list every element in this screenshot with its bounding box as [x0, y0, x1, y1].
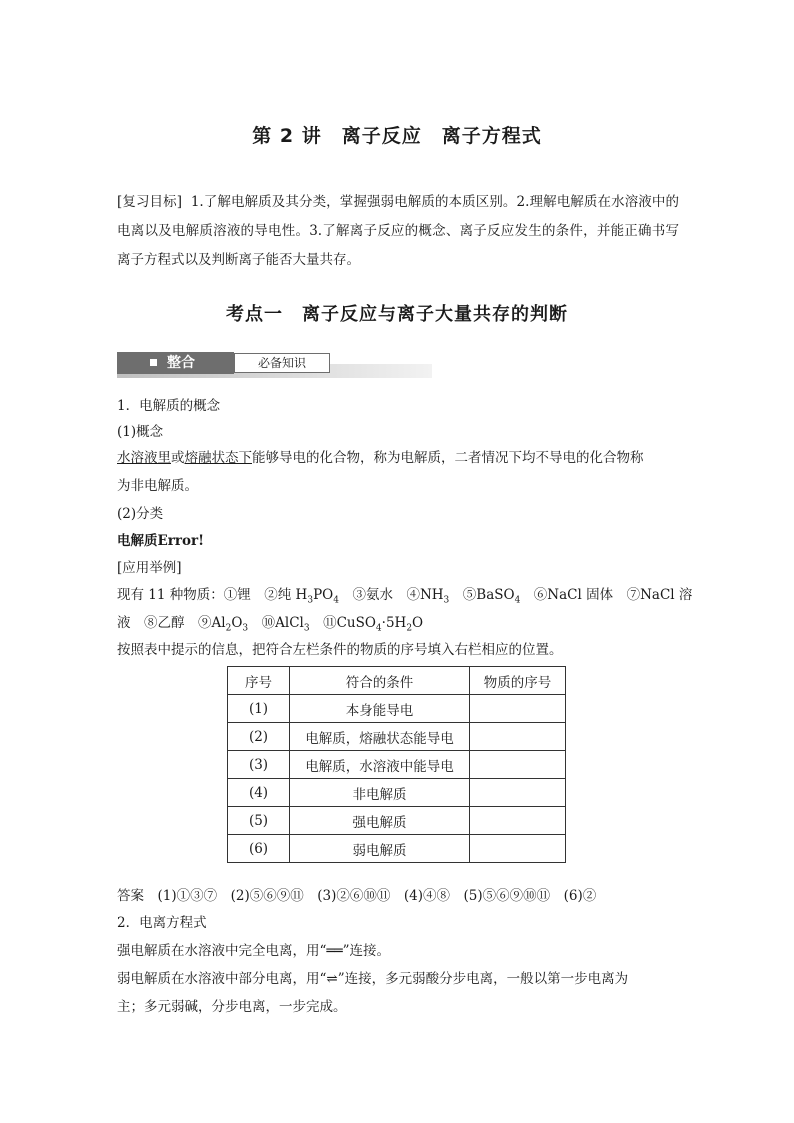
ex1-sub-3: 3: [307, 595, 314, 606]
classification-text: 电解质Error!: [117, 533, 205, 549]
row-condition: 电解质，熔融状态能导电: [290, 723, 470, 751]
row-index: (2): [228, 723, 290, 751]
header-index: 序号: [228, 667, 290, 695]
ex2-f: O: [412, 615, 424, 631]
ex1-b: PO: [313, 587, 334, 603]
example-line-2: [117, 613, 423, 639]
sub-concept: (1)概念: [117, 424, 164, 440]
ex2-b: O: [231, 615, 243, 631]
lecture-title: 第 2 讲 离子反应 离子方程式: [252, 125, 542, 147]
section-title: 考点一 离子反应与离子大量共存的判断: [226, 304, 568, 325]
example-label: [应用举例]: [117, 560, 182, 576]
sub-classification: (2)分类: [117, 506, 164, 522]
ex1-d: ⑤BaSO: [449, 587, 515, 603]
table-row: [228, 779, 566, 807]
table-row: [228, 695, 566, 723]
row-index: (1): [228, 695, 290, 723]
review-goals-text: 1.了解电解质及其分类，掌握强弱电解质的本质区别。2.理解电解质在水溶液中的电离以及电解质溶液的导电性。3.了解离子反应的概念、离子反应发生的条件，并能正确书写离子方程式以及判断离子能否大量共存。: [117, 194, 679, 268]
weak-electrolyte-line-1: 弱电解质在水溶液中部分电离，用“⇌”连接，多元弱酸分步电离，一般以第一步电离为: [117, 971, 629, 987]
row-answer-cell[interactable]: [470, 779, 566, 807]
row-condition: 电解质，水溶液中能导电: [290, 751, 470, 779]
ex2-sub-2b: 2: [406, 623, 413, 634]
row-answer-cell[interactable]: [470, 695, 566, 723]
row-answer-cell[interactable]: [470, 751, 566, 779]
ex2-c: ⑩AlCl: [248, 615, 304, 631]
row-index: (3): [228, 751, 290, 779]
ex1-sub-3b: 3: [443, 595, 450, 606]
row-index: (6): [228, 835, 290, 863]
row-index: (5): [228, 807, 290, 835]
ex2-sub-2: 2: [225, 623, 232, 634]
table-row: [228, 751, 566, 779]
ex1-sub-4b: 4: [514, 595, 521, 606]
ex2-a: 液 ⑧乙醇 ⑨Al: [117, 615, 226, 631]
review-goals: [117, 188, 679, 275]
ex2-e: ·5H: [381, 615, 407, 631]
ex1-a: 现有 11 种物质：①锂 ②纯 H: [117, 587, 308, 603]
banner-main-label: 整合: [167, 355, 195, 371]
ex2-sub-4: 4: [375, 623, 382, 634]
ex1-sub-4: 4: [333, 595, 339, 606]
row-condition: 本身能导电: [290, 695, 470, 723]
row-condition: 非电解质: [290, 779, 470, 807]
answer-line: 答案 (1)①③⑦ (2)⑤⑥⑨⑪ (3)②⑥⑩⑪ (4)④⑧ (5)⑤⑥⑨⑩⑪ (6)②: [117, 888, 597, 904]
row-answer-cell[interactable]: [470, 723, 566, 751]
row-condition: 弱电解质: [290, 835, 470, 863]
table-row: [228, 807, 566, 835]
banner-tab: 必备知识: [234, 353, 330, 373]
row-answer-cell[interactable]: [470, 807, 566, 835]
header-substances: 物质的序号: [470, 667, 566, 695]
heading-ionization-equation: 2．电离方程式: [117, 915, 207, 931]
row-index: (4): [228, 779, 290, 807]
heading-electrolyte-concept: 1．电解质的概念: [117, 398, 221, 414]
weak-electrolyte-line-2: 主；多元弱碱，分步电离，一步完成。: [117, 999, 347, 1015]
term-aqueous: 水溶液里: [117, 450, 171, 466]
term-molten: 熔融状态下: [184, 450, 252, 466]
ex2-sub-3: 3: [242, 623, 249, 634]
instruction: 按照表中提示的信息，把符合左栏条件的物质的序号填入右栏相应的位置。: [117, 642, 563, 658]
table-row: [228, 835, 566, 863]
table-header-row: [228, 667, 566, 695]
strong-electrolyte-line: 强电解质在水溶液中完全电离，用“══”连接。: [117, 943, 391, 959]
review-goals-label: [复习目标]: [117, 194, 183, 210]
ex1-c: ③氨水 ④NH: [338, 587, 444, 603]
square-icon: [150, 359, 157, 366]
ex2-d: ⑪CuSO: [309, 615, 376, 631]
banner-main: [117, 352, 234, 374]
definition-line-1: [117, 448, 644, 468]
fill-in-table: [227, 666, 566, 863]
header-condition: 符合的条件: [290, 667, 470, 695]
def-rest: 能够导电的化合物，称为电解质，二者情况下均不导电的化合物称: [252, 450, 644, 466]
table-row: [228, 723, 566, 751]
ex2-sub-3b: 3: [303, 623, 310, 634]
ex1-e: ⑥NaCl 固体 ⑦NaCl 溶: [520, 587, 693, 603]
row-answer-cell[interactable]: [470, 835, 566, 863]
example-line-1: [117, 585, 692, 611]
def-mid: 或: [171, 450, 185, 466]
row-condition: 强电解质: [290, 807, 470, 835]
definition-line-2: 为非电解质。: [117, 478, 198, 494]
